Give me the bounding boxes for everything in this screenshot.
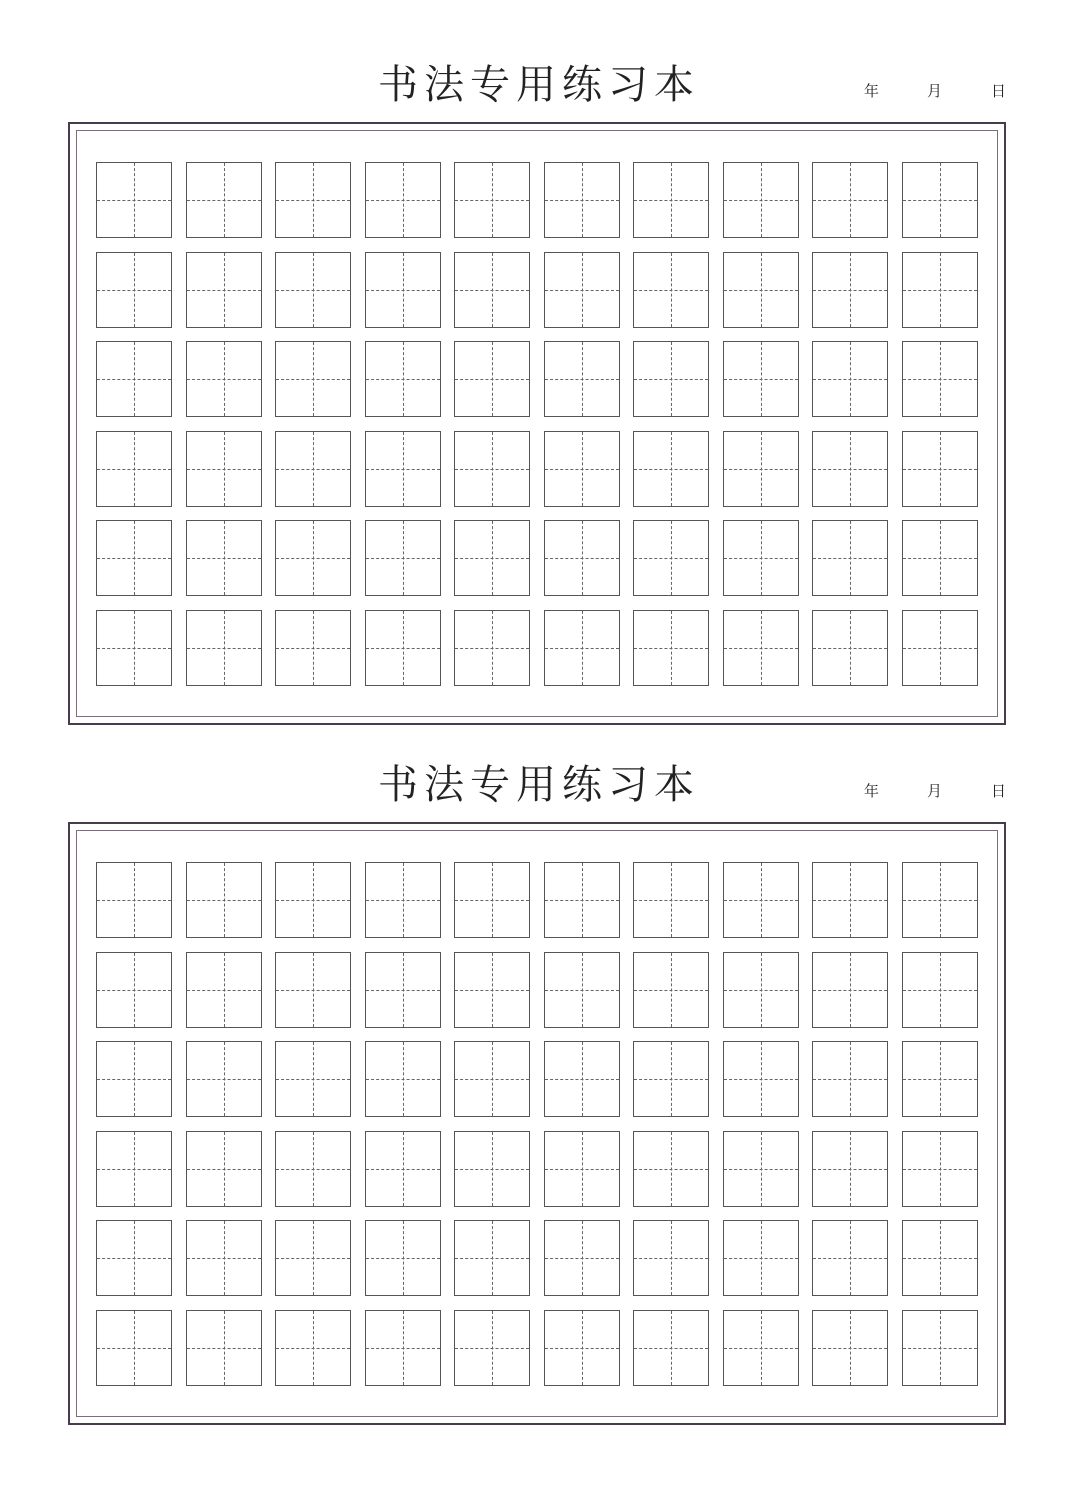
practice-cell[interactable]	[902, 1310, 978, 1386]
date-month-label: 月	[927, 782, 943, 800]
practice-cell[interactable]	[454, 520, 530, 596]
practice-cell[interactable]	[902, 252, 978, 328]
practice-cell[interactable]	[633, 431, 709, 507]
practice-cell[interactable]	[902, 1041, 978, 1117]
practice-sheet-1	[0, 55, 1080, 755]
practice-cell[interactable]	[633, 1131, 709, 1207]
practice-cell[interactable]	[275, 1041, 351, 1117]
model-character	[97, 163, 171, 237]
practice-cell[interactable]	[812, 1310, 888, 1386]
practice-cell[interactable]	[454, 431, 530, 507]
practice-cell[interactable]	[812, 1220, 888, 1296]
model-character-cell[interactable]	[96, 952, 172, 1028]
practice-sheet-2	[0, 755, 1080, 1455]
practice-cell[interactable]	[544, 1220, 620, 1296]
practice-cell[interactable]	[633, 952, 709, 1028]
model-character-cell[interactable]	[96, 431, 172, 507]
sheet-title: 书法专用练习本	[378, 762, 700, 808]
practice-cell[interactable]	[723, 1220, 799, 1296]
practice-cell[interactable]	[365, 162, 441, 238]
practice-cell[interactable]	[275, 252, 351, 328]
practice-cell[interactable]	[365, 952, 441, 1028]
practice-cell[interactable]	[812, 1041, 888, 1117]
practice-cell[interactable]	[454, 1310, 530, 1386]
practice-cell[interactable]	[633, 1220, 709, 1296]
practice-cell[interactable]	[723, 252, 799, 328]
practice-cell[interactable]	[275, 162, 351, 238]
practice-cell[interactable]	[544, 1131, 620, 1207]
practice-cell[interactable]	[365, 341, 441, 417]
practice-cell[interactable]	[902, 162, 978, 238]
practice-cell[interactable]	[723, 862, 799, 938]
model-character-cell[interactable]	[96, 1041, 172, 1117]
date-month-label: 月	[927, 82, 943, 100]
practice-cell[interactable]	[633, 162, 709, 238]
model-character	[97, 1042, 171, 1116]
practice-cell[interactable]	[454, 252, 530, 328]
practice-cell[interactable]	[365, 1220, 441, 1296]
practice-cell[interactable]	[633, 341, 709, 417]
practice-cell[interactable]	[812, 862, 888, 938]
practice-cell[interactable]	[275, 1310, 351, 1386]
model-character	[97, 1132, 171, 1206]
practice-cell[interactable]	[633, 520, 709, 596]
practice-cell[interactable]	[723, 1310, 799, 1386]
practice-cell[interactable]	[812, 252, 888, 328]
practice-cell[interactable]	[365, 252, 441, 328]
practice-cell[interactable]	[902, 341, 978, 417]
practice-cell[interactable]	[812, 520, 888, 596]
date-year-label: 年	[864, 782, 880, 800]
practice-cell[interactable]	[454, 1041, 530, 1117]
model-character-cell[interactable]	[96, 162, 172, 238]
practice-cell[interactable]	[633, 1310, 709, 1386]
practice-cell[interactable]	[902, 1131, 978, 1207]
practice-cell[interactable]	[275, 1131, 351, 1207]
practice-cell[interactable]	[454, 1131, 530, 1207]
practice-cell[interactable]	[186, 431, 262, 507]
practice-cell[interactable]	[544, 610, 620, 686]
practice-cell[interactable]	[544, 1041, 620, 1117]
tian-grid	[96, 162, 978, 686]
practice-cell[interactable]	[186, 162, 262, 238]
model-character	[97, 1221, 171, 1295]
sheet-title: 书法专用练习本	[378, 62, 700, 108]
practice-cell[interactable]	[186, 520, 262, 596]
practice-cell[interactable]	[365, 1310, 441, 1386]
model-character-cell[interactable]	[96, 520, 172, 596]
practice-cell[interactable]	[186, 341, 262, 417]
practice-cell[interactable]	[723, 341, 799, 417]
practice-cell[interactable]	[723, 952, 799, 1028]
model-character-cell[interactable]	[96, 1131, 172, 1207]
practice-cell[interactable]	[275, 341, 351, 417]
practice-cell[interactable]	[723, 1131, 799, 1207]
practice-cell[interactable]	[544, 862, 620, 938]
practice-cell[interactable]	[275, 610, 351, 686]
practice-cell[interactable]	[186, 862, 262, 938]
date-day-label: 日	[991, 782, 1007, 800]
practice-cell[interactable]	[902, 610, 978, 686]
model-character	[97, 1311, 171, 1385]
practice-cell[interactable]	[454, 341, 530, 417]
practice-cell[interactable]	[812, 952, 888, 1028]
practice-cell[interactable]	[186, 1220, 262, 1296]
model-character	[97, 432, 171, 506]
practice-cell[interactable]	[186, 252, 262, 328]
model-character	[97, 953, 171, 1027]
model-character-cell[interactable]	[96, 1310, 172, 1386]
practice-cell[interactable]	[275, 1220, 351, 1296]
model-character	[97, 521, 171, 595]
practice-cell[interactable]	[454, 610, 530, 686]
model-character	[97, 611, 171, 685]
practice-cell[interactable]	[186, 1131, 262, 1207]
practice-cell[interactable]	[365, 1131, 441, 1207]
practice-cell[interactable]	[902, 1220, 978, 1296]
practice-cell[interactable]	[812, 162, 888, 238]
practice-cell[interactable]	[544, 341, 620, 417]
practice-cell[interactable]	[365, 520, 441, 596]
practice-cell[interactable]	[544, 952, 620, 1028]
practice-cell[interactable]	[186, 1310, 262, 1386]
practice-cell[interactable]	[723, 610, 799, 686]
practice-cell[interactable]	[902, 431, 978, 507]
practice-cell[interactable]	[812, 341, 888, 417]
practice-cell[interactable]	[544, 520, 620, 596]
model-character	[97, 253, 171, 327]
practice-cell[interactable]	[812, 431, 888, 507]
practice-cell[interactable]	[365, 1041, 441, 1117]
practice-cell[interactable]	[544, 1310, 620, 1386]
practice-cell[interactable]	[633, 610, 709, 686]
practice-cell[interactable]	[275, 952, 351, 1028]
practice-cell[interactable]	[633, 1041, 709, 1117]
model-character	[97, 863, 171, 937]
practice-cell[interactable]	[454, 162, 530, 238]
practice-cell[interactable]	[902, 520, 978, 596]
practice-cell[interactable]	[186, 1041, 262, 1117]
practice-cell[interactable]	[723, 162, 799, 238]
practice-cell[interactable]	[902, 952, 978, 1028]
practice-cell[interactable]	[812, 1131, 888, 1207]
practice-cell[interactable]	[454, 1220, 530, 1296]
practice-cell[interactable]	[454, 952, 530, 1028]
practice-cell[interactable]	[365, 862, 441, 938]
model-character-cell[interactable]	[96, 1220, 172, 1296]
practice-cell[interactable]	[544, 252, 620, 328]
practice-cell[interactable]	[633, 252, 709, 328]
practice-cell[interactable]	[275, 862, 351, 938]
model-character	[97, 342, 171, 416]
practice-cell[interactable]	[723, 431, 799, 507]
practice-cell[interactable]	[365, 431, 441, 507]
practice-cell[interactable]	[544, 431, 620, 507]
date-year-label: 年	[864, 82, 880, 100]
date-day-label: 日	[991, 82, 1007, 100]
practice-cell[interactable]	[186, 610, 262, 686]
practice-cell[interactable]	[902, 862, 978, 938]
practice-cell[interactable]	[723, 520, 799, 596]
practice-cell[interactable]	[723, 1041, 799, 1117]
practice-cell[interactable]	[544, 162, 620, 238]
model-character-cell[interactable]	[96, 610, 172, 686]
practice-cell[interactable]	[275, 520, 351, 596]
practice-cell[interactable]	[275, 431, 351, 507]
model-character-cell[interactable]	[96, 341, 172, 417]
practice-cell[interactable]	[186, 952, 262, 1028]
model-character-cell[interactable]	[96, 252, 172, 328]
practice-cell[interactable]	[454, 862, 530, 938]
practice-cell[interactable]	[633, 862, 709, 938]
practice-cell[interactable]	[365, 610, 441, 686]
tian-grid	[96, 862, 978, 1386]
model-character-cell[interactable]	[96, 862, 172, 938]
practice-cell[interactable]	[812, 610, 888, 686]
